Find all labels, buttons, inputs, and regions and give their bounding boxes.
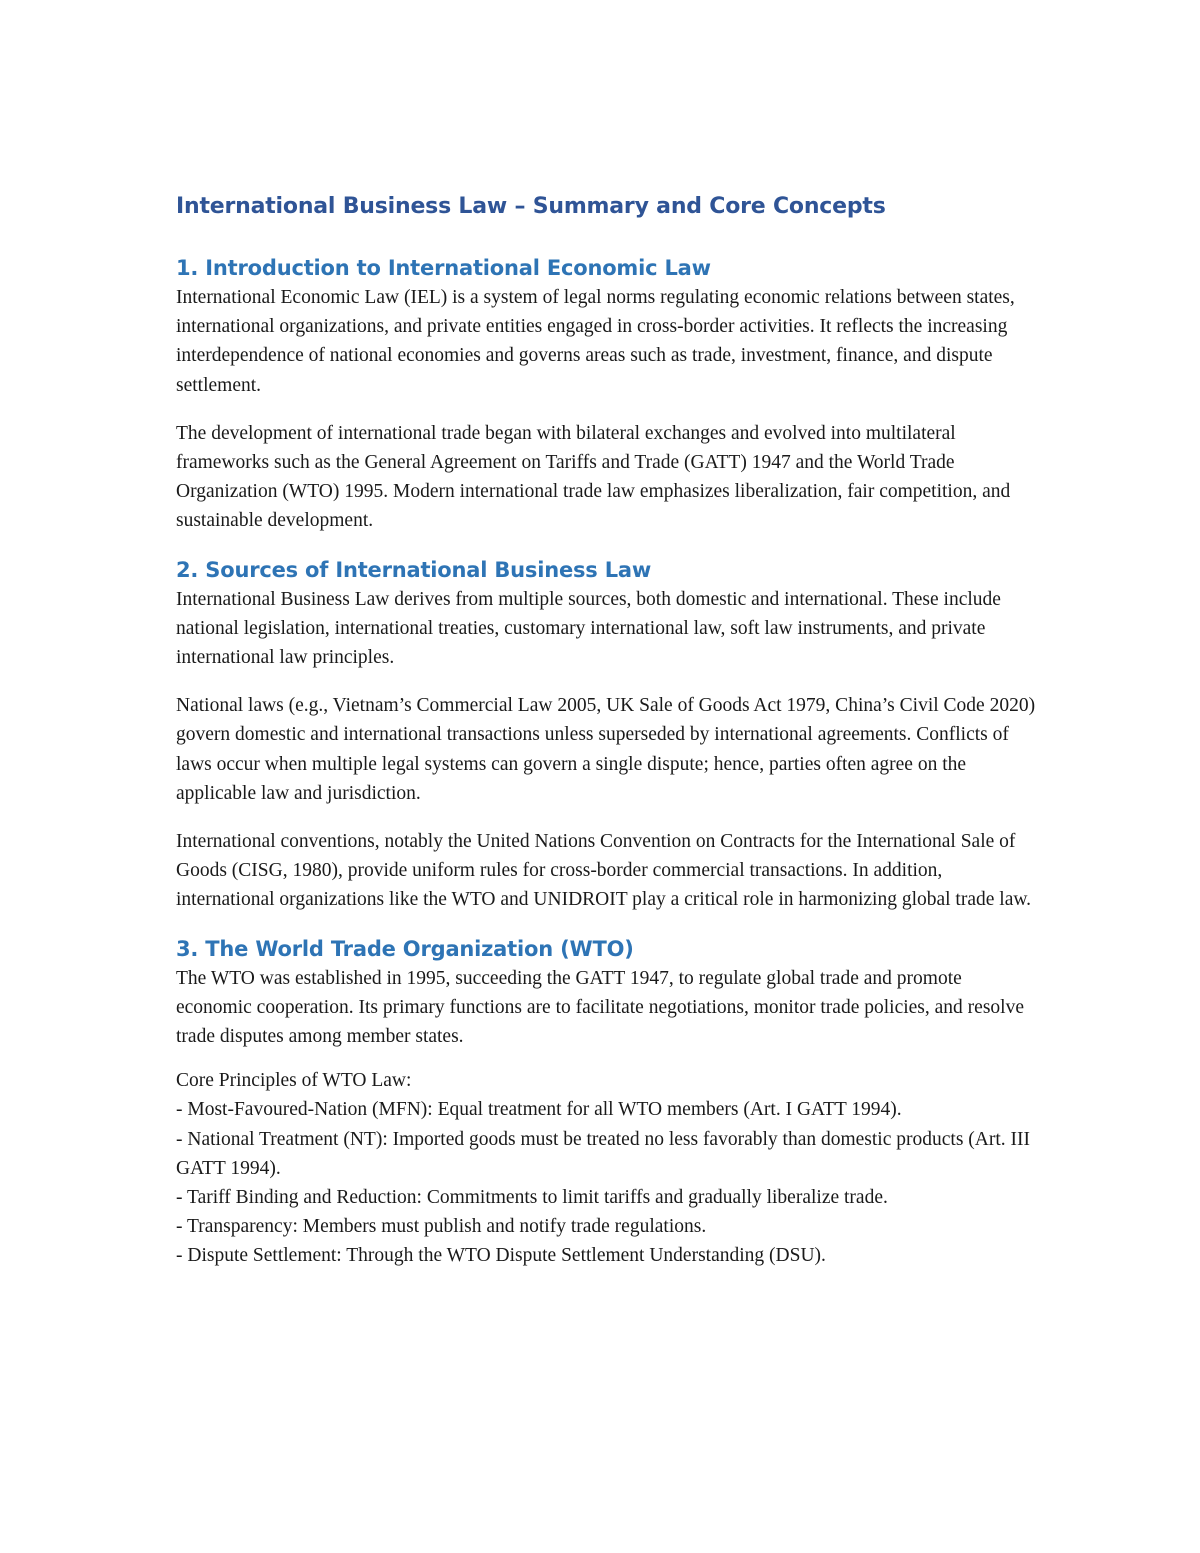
list-item: - Dispute Settlement: Through the WTO Dispute Settlement Understanding (DSU). xyxy=(176,1245,826,1267)
list-item: - Transparency: Members must publish and notify trade regulations. xyxy=(176,1216,707,1238)
paragraph: The development of international trade began with bilateral exchanges and evolved into multilateral frameworks such as the General Agreement on Tariffs and Trade (GATT) 1947 and the World Trade Organization (WTO) 1995. Modern international trade law emphasizes liberalization, fair competition, and sustainable development. xyxy=(176,422,1011,532)
section-heading: 3. The World Trade Organization (WTO) xyxy=(176,936,634,961)
document-title: International Business Law – Summary and Core Concepts xyxy=(176,194,886,219)
list-item: - National Treatment (NT): Imported goods must be treated no less favorably than domestic products (Art. III GATT 1994). xyxy=(176,1128,1031,1179)
section-sources xyxy=(176,555,1036,915)
paragraph: The WTO was established in 1995, succeeding the GATT 1947, to regulate global trade and promote economic cooperation. Its primary functions are to facilitate negotiations, monitor trade policies, and resolve trade disputes among member states. xyxy=(176,967,1024,1048)
section-introduction xyxy=(176,253,1036,536)
section-wto xyxy=(176,934,1036,1271)
paragraph: International Business Law derives from multiple sources, both domestic and international. These include national legislation, international treaties, customary international law, soft law instruments, and private international law principles. xyxy=(176,588,1001,669)
paragraph: International Economic Law (IEL) is a system of legal norms regulating economic relations between states, international organizations, and private entities engaged in cross-border activities. It reflects the increasing interdependence of national economies and governs areas such as trade, investment, finance, and dispute settlement. xyxy=(176,287,1015,396)
document-page xyxy=(176,190,1036,1271)
list-title: Core Principles of WTO Law: xyxy=(176,1070,412,1092)
paragraph: National laws (e.g., Vietnam’s Commercial Law 2005, UK Sale of Goods Act 1979, China’s Civil Code 2020) govern domestic and international transactions unless superseded by international agreements. Conflicts of laws occur when multiple legal systems can govern a single dispute; hence, parties often agree on the applicable law and jurisdiction. xyxy=(176,695,1036,804)
list-item: - Tariff Binding and Reduction: Commitments to limit tariffs and gradually liberalize trade. xyxy=(176,1187,888,1209)
list-item: - Most-Favoured-Nation (MFN): Equal treatment for all WTO members (Art. I GATT 1994). xyxy=(176,1099,902,1121)
paragraph: International conventions, notably the United Nations Convention on Contracts for the International Sale of Goods (CISG, 1980), provide uniform rules for cross-border commercial transactions. In addition, international organizations like the WTO and UNIDROIT play a critical role in harmonizing global trade law. xyxy=(176,831,1032,911)
principles-list xyxy=(176,1095,1036,1270)
section-heading: 1. Introduction to International Economic Law xyxy=(176,256,711,280)
section-heading: 2. Sources of International Business Law xyxy=(176,557,652,582)
